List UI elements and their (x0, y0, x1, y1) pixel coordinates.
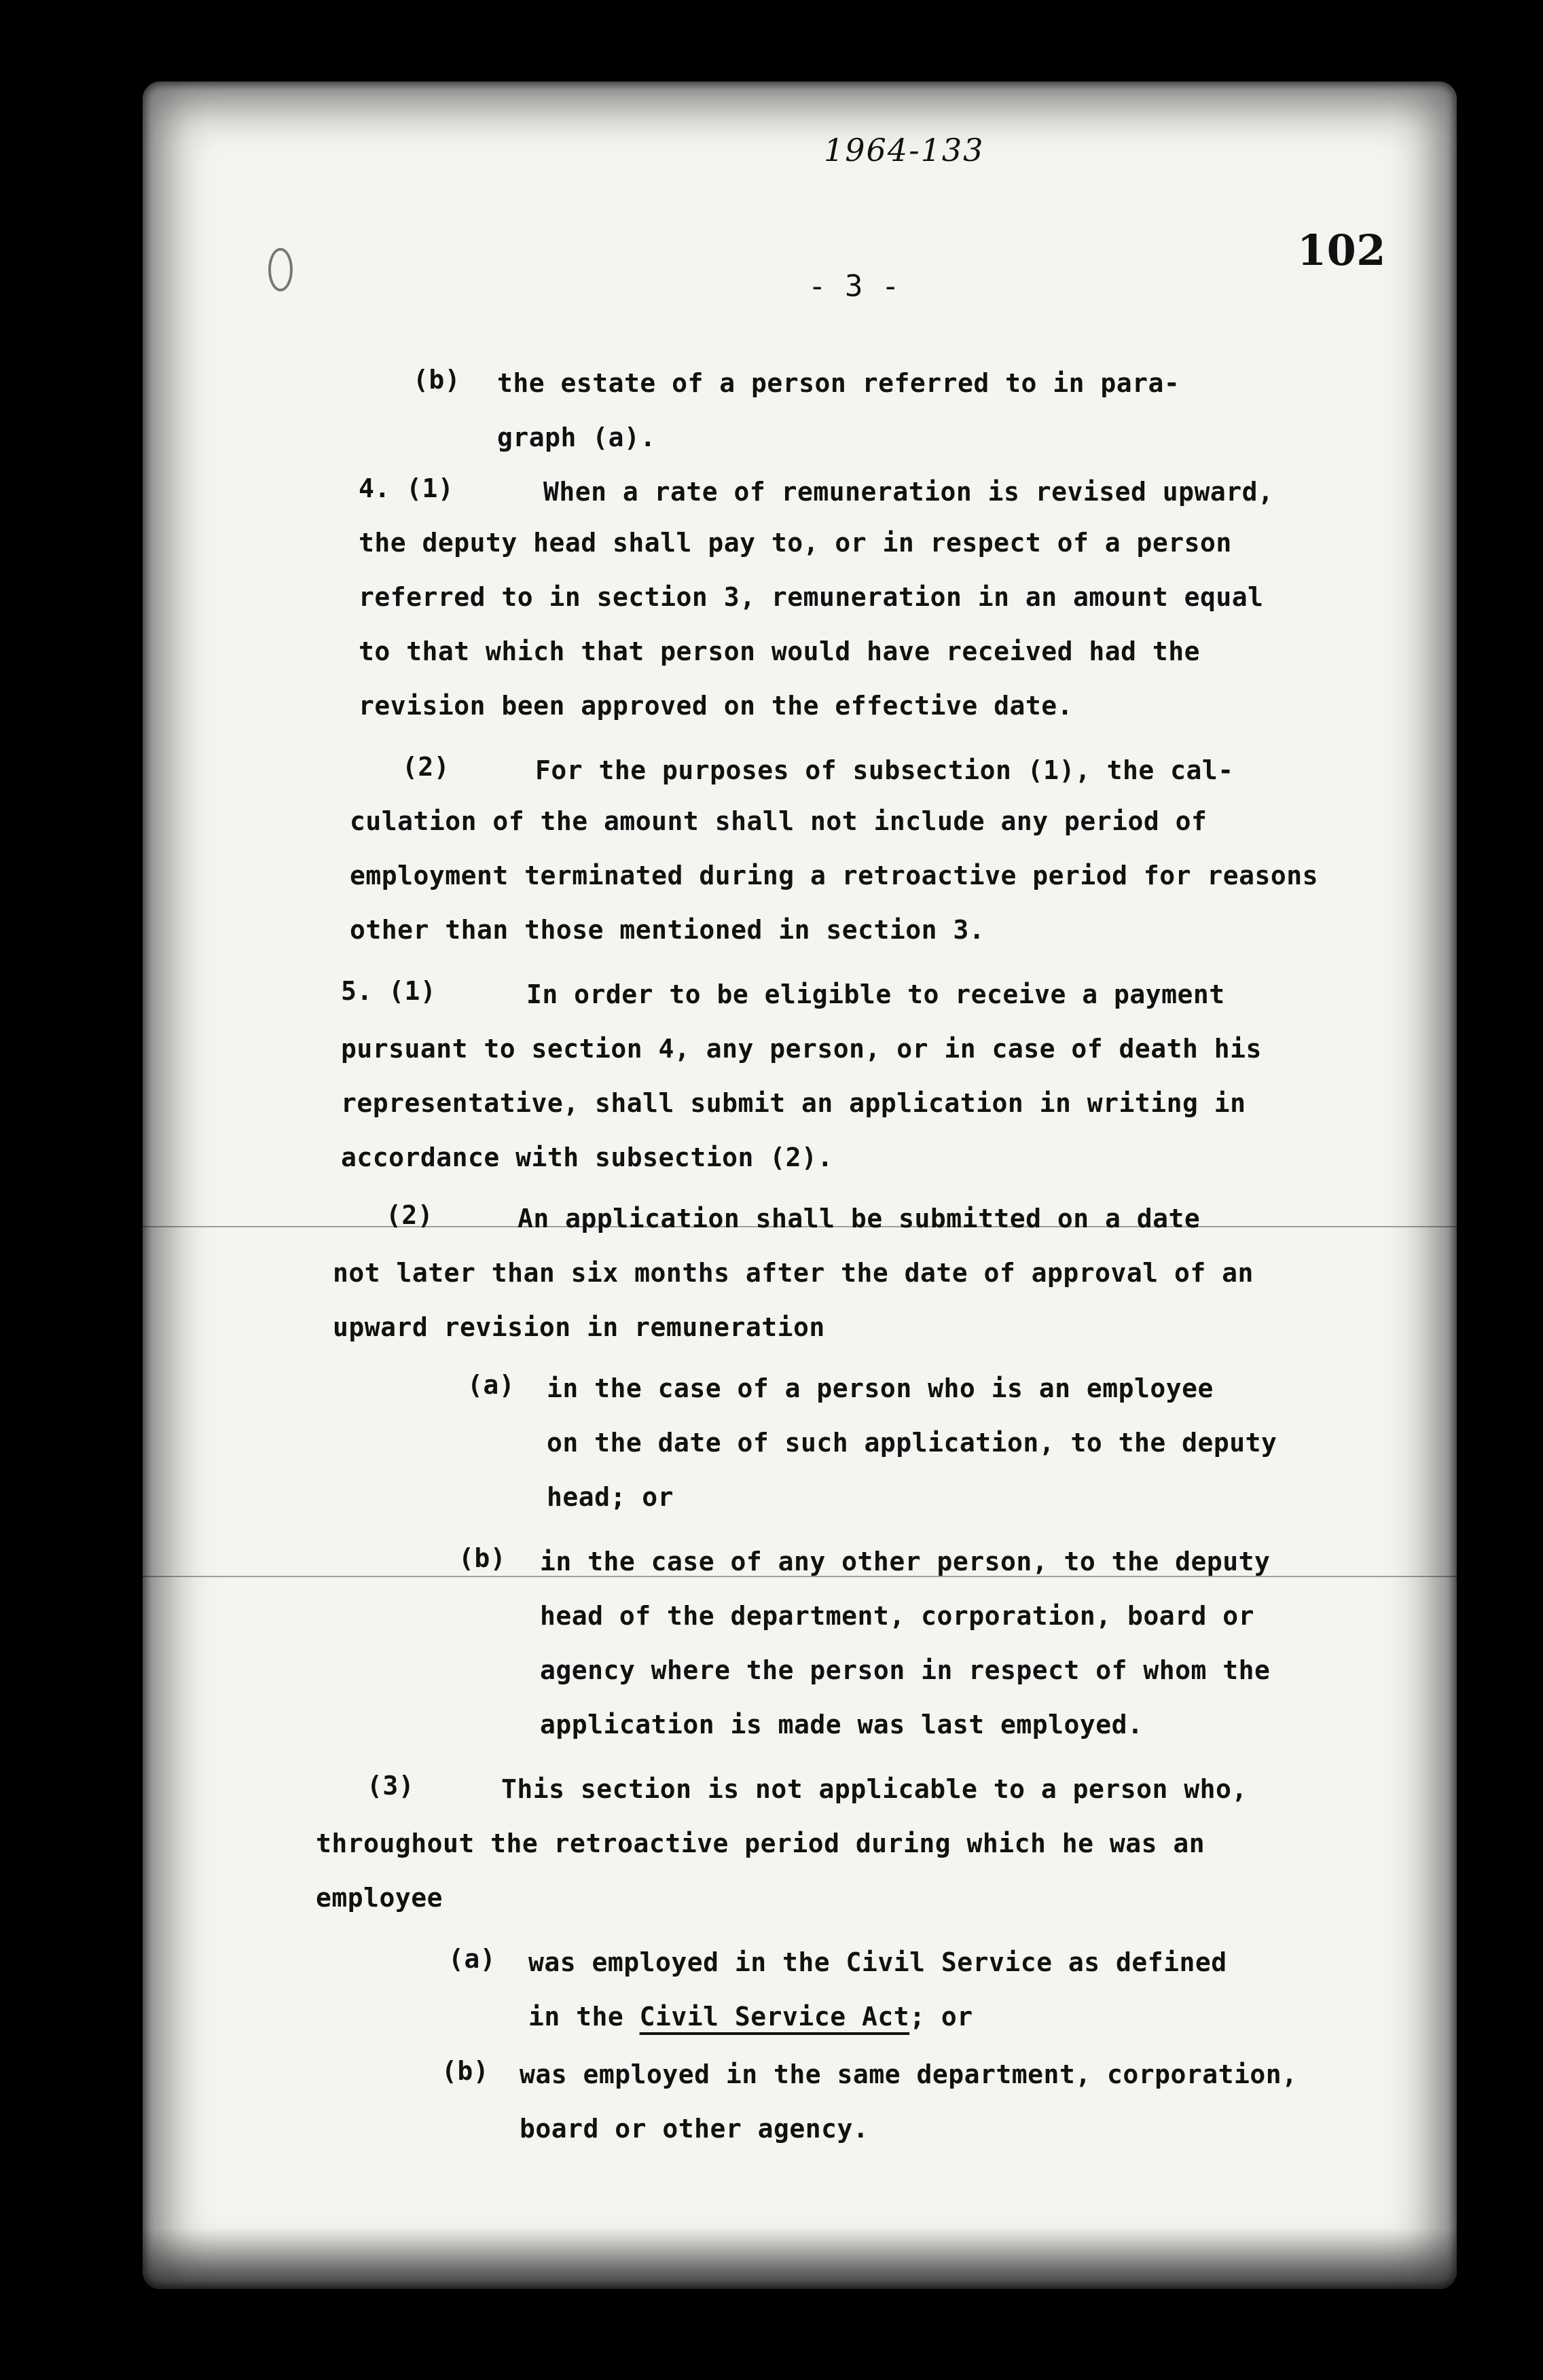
section-label: 4. (1) (359, 473, 454, 503)
text-line: pursuant to section 4, any person, or in case of death his (341, 1034, 1262, 1064)
file-number: 1964-133 (824, 132, 985, 168)
text-line: was employed in the Civil Service as defined (528, 1947, 1227, 1977)
text-line: graph (a). (497, 422, 656, 452)
text-line: in the case of a person who is an employee (547, 1373, 1214, 1403)
text-fragment: in the (528, 2002, 640, 2032)
text-line: An application shall be submitted on a date (518, 1204, 1201, 1233)
text-line: to that which that person would have received had the (359, 636, 1201, 666)
text-line: head of the department, corporation, board or (540, 1601, 1255, 1631)
text-line: When a rate of remuneration is revised upward, (543, 477, 1274, 507)
page-stamp: 102 (1297, 226, 1386, 275)
clause-label: (a) (448, 1944, 496, 1974)
text-line: the deputy head shall pay to, or in respect of a person (359, 528, 1232, 558)
text-line: upward revision in remuneration (333, 1312, 825, 1342)
act-title: Civil Service Act (639, 2002, 910, 2032)
clause-label: (b) (413, 365, 461, 395)
section-label: 5. (1) (341, 976, 437, 1006)
text-line: In order to be eligible to receive a payment (526, 979, 1225, 1009)
text-line: application is made was last employed. (540, 1710, 1144, 1739)
text-fragment: ; or (909, 2002, 973, 2032)
punch-hole (268, 248, 293, 291)
text-line: agency where the person in respect of whom the (540, 1655, 1271, 1685)
text-line: For the purposes of subsection (1), the cal- (535, 755, 1234, 785)
text-line: referred to in section 3, remuneration in an amount equal (359, 582, 1264, 612)
text-line: the estate of a person referred to in para- (497, 368, 1180, 398)
clause-label: (b) (441, 2056, 490, 2086)
text-line: employee (316, 1883, 443, 1913)
text-line: was employed in the same department, corporation, (520, 2059, 1298, 2089)
text-line (528, 2004, 973, 2030)
text-line: employment terminated during a retroactive period for reasons (350, 861, 1319, 890)
clause-label: (2) (402, 752, 450, 782)
text-line: other than those mentioned in section 3. (350, 915, 985, 945)
text-line: culation of the amount shall not include any period of (350, 806, 1208, 836)
text-line: throughout the retroactive period during which he was an (316, 1828, 1205, 1858)
text-line: on the date of such application, to the deputy (547, 1428, 1277, 1458)
folio: - 3 - (808, 269, 900, 304)
clause-label: (3) (367, 1771, 415, 1801)
clause-label: (2) (386, 1200, 434, 1230)
text-line: not later than six months after the date of approval of an (333, 1258, 1254, 1288)
text-line: This section is not applicable to a person who, (501, 1774, 1248, 1804)
page-shadow (143, 2228, 1457, 2289)
document-page (143, 82, 1457, 2289)
text-line: board or other agency. (520, 2114, 869, 2144)
text-line: in the case of any other person, to the deputy (540, 1547, 1271, 1576)
text-line: accordance with subsection (2). (341, 1142, 833, 1172)
text-line: head; or (547, 1482, 674, 1512)
clause-label: (b) (458, 1543, 507, 1573)
text-line: representative, shall submit an application in writing in (341, 1088, 1246, 1118)
clause-label: (a) (467, 1370, 515, 1400)
text-line: revision been approved on the effective date. (359, 691, 1074, 721)
